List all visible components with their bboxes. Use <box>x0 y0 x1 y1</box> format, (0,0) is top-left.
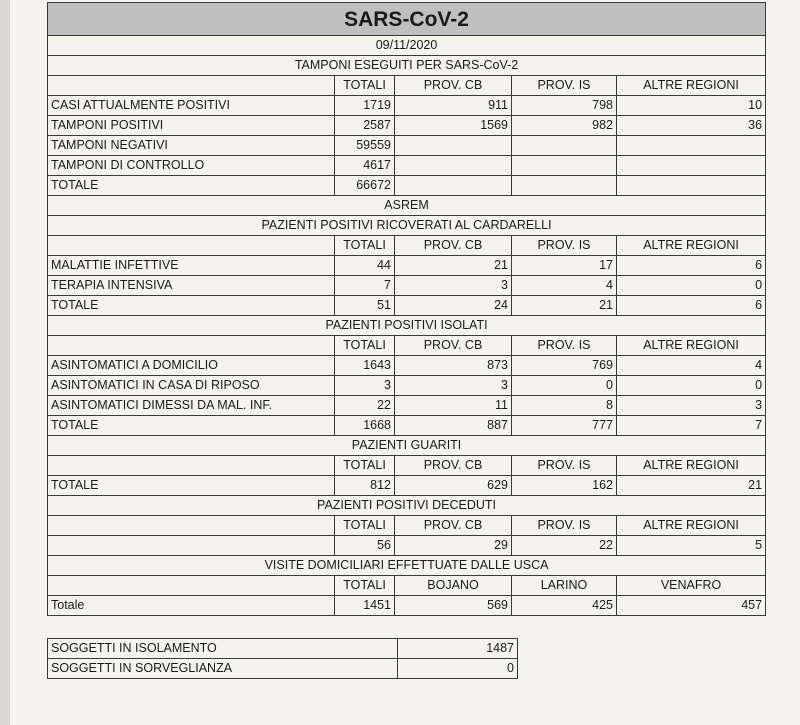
table-row <box>48 596 766 616</box>
row-label: TOTALE <box>48 296 335 316</box>
cell-totali: 4617 <box>335 156 395 176</box>
cell-prov-cb: 911 <box>395 96 512 116</box>
cell-altre-regioni <box>617 176 766 196</box>
empty-cell <box>48 576 335 596</box>
cell-prov-is: 17 <box>512 256 617 276</box>
col-totali: TOTALI <box>335 516 395 536</box>
table-row <box>48 176 766 196</box>
col-prov-is: PROV. IS <box>512 236 617 256</box>
table-row <box>48 136 766 156</box>
col-prov-is: PROV. IS <box>512 516 617 536</box>
table-row <box>48 396 766 416</box>
col-bojano: BOJANO <box>395 576 512 596</box>
cell-prov-cb: 1569 <box>395 116 512 136</box>
cell-totali: 56 <box>335 536 395 556</box>
cell-prov-cb <box>395 156 512 176</box>
cell-prov-cb: 629 <box>395 476 512 496</box>
cell-prov-cb <box>395 176 512 196</box>
cell-altre-regioni: 6 <box>617 256 766 276</box>
visite-heading: VISITE DOMICILIARI EFFETTUATE DALLE USCA <box>48 556 766 576</box>
table-row <box>48 416 766 436</box>
cell-prov-is: 798 <box>512 96 617 116</box>
row-label: TAMPONI DI CONTROLLO <box>48 156 335 176</box>
row-label: Totale <box>48 596 335 616</box>
cell-prov-cb: 11 <box>395 396 512 416</box>
cell-totali: 7 <box>335 276 395 296</box>
col-totali: TOTALI <box>335 76 395 96</box>
row-label: TOTALE <box>48 416 335 436</box>
table-row <box>48 156 766 176</box>
report-date: 09/11/2020 <box>48 36 766 56</box>
col-prov-is: PROV. IS <box>512 336 617 356</box>
table-row <box>48 116 766 136</box>
soggetti-table <box>47 638 517 679</box>
empty-cell <box>48 76 335 96</box>
col-prov-is: PROV. IS <box>512 456 617 476</box>
col-prov-cb: PROV. CB <box>395 516 512 536</box>
table-row <box>48 536 766 556</box>
row-label: TAMPONI POSITIVI <box>48 116 335 136</box>
col-altre-regioni: ALTRE REGIONI <box>617 516 766 536</box>
cell-value: 0 <box>398 659 518 679</box>
cell-totali: 22 <box>335 396 395 416</box>
table-row <box>48 276 766 296</box>
cell-prov-cb: 24 <box>395 296 512 316</box>
cell-prov-is <box>512 176 617 196</box>
asrem-heading: ASREM <box>48 196 766 216</box>
col-larino: LARINO <box>512 576 617 596</box>
table-row <box>48 376 766 396</box>
cell-totali: 59559 <box>335 136 395 156</box>
col-altre-regioni: ALTRE REGIONI <box>617 456 766 476</box>
row-label: MALATTIE INFETTIVE <box>48 256 335 276</box>
cell-prov-cb: 873 <box>395 356 512 376</box>
row-label: ASINTOMATICI A DOMICILIO <box>48 356 335 376</box>
table-row <box>48 256 766 276</box>
guariti-heading: PAZIENTI GUARITI <box>48 436 766 456</box>
cell-value: 1487 <box>398 639 518 659</box>
col-totali: TOTALI <box>335 456 395 476</box>
cell-totali: 2587 <box>335 116 395 136</box>
cell-prov-is: 162 <box>512 476 617 496</box>
table-row <box>48 639 518 659</box>
cell-altre-regioni: 3 <box>617 396 766 416</box>
cell-prov-is <box>512 136 617 156</box>
cell-totali: 1668 <box>335 416 395 436</box>
cell-totali: 51 <box>335 296 395 316</box>
col-prov-cb: PROV. CB <box>395 456 512 476</box>
cell-prov-cb <box>395 136 512 156</box>
table-row <box>48 659 518 679</box>
row-label: TAMPONI NEGATIVI <box>48 136 335 156</box>
empty-cell <box>48 456 335 476</box>
col-altre-regioni: ALTRE REGIONI <box>617 236 766 256</box>
col-prov-cb: PROV. CB <box>395 336 512 356</box>
table-row <box>48 296 766 316</box>
col-totali: TOTALI <box>335 336 395 356</box>
cell-altre-regioni: 5 <box>617 536 766 556</box>
cell-totali: 1643 <box>335 356 395 376</box>
row-label: TOTALE <box>48 476 335 496</box>
cell-totali: 1719 <box>335 96 395 116</box>
report-title: SARS-CoV-2 <box>48 3 766 36</box>
cell-totali: 44 <box>335 256 395 276</box>
col-prov-is: PROV. IS <box>512 76 617 96</box>
col-prov-cb: PROV. CB <box>395 236 512 256</box>
empty-cell <box>48 516 335 536</box>
cell-prov-cb: 3 <box>395 276 512 296</box>
row-label: CASI ATTUALMENTE POSITIVI <box>48 96 335 116</box>
col-totali: TOTALI <box>335 236 395 256</box>
col-altre-regioni: ALTRE REGIONI <box>617 76 766 96</box>
covid-report-table <box>47 2 765 616</box>
row-label: SOGGETTI IN ISOLAMENTO <box>48 639 398 659</box>
col-prov-cb: PROV. CB <box>395 76 512 96</box>
cell-totali: 3 <box>335 376 395 396</box>
cell-altre-regioni: 36 <box>617 116 766 136</box>
table-row <box>48 476 766 496</box>
cell-prov-cb: 29 <box>395 536 512 556</box>
cell-prov-cb: 21 <box>395 256 512 276</box>
isolati-heading: PAZIENTI POSITIVI ISOLATI <box>48 316 766 336</box>
cell-altre-regioni: 4 <box>617 356 766 376</box>
row-label: ASINTOMATICI IN CASA DI RIPOSO <box>48 376 335 396</box>
table-row <box>48 96 766 116</box>
cell-prov-is: 21 <box>512 296 617 316</box>
cell-altre-regioni: 21 <box>617 476 766 496</box>
cell-altre-regioni: 10 <box>617 96 766 116</box>
cell-altre-regioni: 0 <box>617 276 766 296</box>
cell-altre-regioni: 0 <box>617 376 766 396</box>
cell-totali: 1451 <box>335 596 395 616</box>
cell-prov-is: 777 <box>512 416 617 436</box>
cell-totali: 66672 <box>335 176 395 196</box>
empty-cell <box>48 336 335 356</box>
empty-cell <box>48 236 335 256</box>
tamponi-heading: TAMPONI ESEGUITI PER SARS-CoV-2 <box>48 56 766 76</box>
deceduti-heading: PAZIENTI POSITIVI DECEDUTI <box>48 496 766 516</box>
cell-prov-is: 982 <box>512 116 617 136</box>
row-label: SOGGETTI IN SORVEGLIANZA <box>48 659 398 679</box>
row-label: TOTALE <box>48 176 335 196</box>
cell-prov-is: 4 <box>512 276 617 296</box>
row-label <box>48 536 335 556</box>
cell-prov-is: 769 <box>512 356 617 376</box>
cell-venafro: 457 <box>617 596 766 616</box>
row-label: TERAPIA INTENSIVA <box>48 276 335 296</box>
cell-prov-is: 8 <box>512 396 617 416</box>
cell-altre-regioni: 7 <box>617 416 766 436</box>
cell-larino: 425 <box>512 596 617 616</box>
cell-totali: 812 <box>335 476 395 496</box>
row-label: ASINTOMATICI DIMESSI DA MAL. INF. <box>48 396 335 416</box>
cell-altre-regioni <box>617 136 766 156</box>
cell-altre-regioni: 6 <box>617 296 766 316</box>
cell-prov-is <box>512 156 617 176</box>
cell-altre-regioni <box>617 156 766 176</box>
cell-prov-cb: 887 <box>395 416 512 436</box>
col-altre-regioni: ALTRE REGIONI <box>617 336 766 356</box>
col-totali: TOTALI <box>335 576 395 596</box>
cell-prov-is: 0 <box>512 376 617 396</box>
col-venafro: VENAFRO <box>617 576 766 596</box>
table-row <box>48 356 766 376</box>
cell-bojano: 569 <box>395 596 512 616</box>
cell-prov-is: 22 <box>512 536 617 556</box>
cell-prov-cb: 3 <box>395 376 512 396</box>
ricoverati-heading: PAZIENTI POSITIVI RICOVERATI AL CARDARELLI <box>48 216 766 236</box>
